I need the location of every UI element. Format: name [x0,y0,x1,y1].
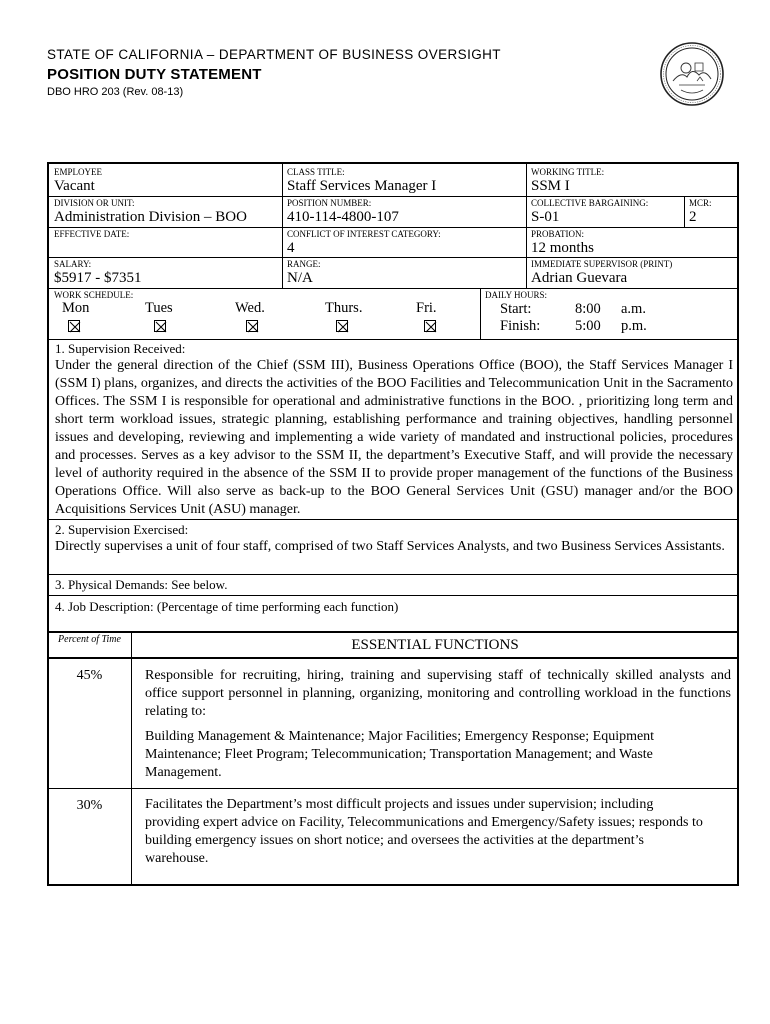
day-tues-label: Tues [145,300,173,316]
finish-ampm: p.m. [621,318,647,334]
employee-value: Vacant [54,178,95,194]
function-row-description: Responsible for recruiting, hiring, training and supervising staff of technically skilled analysts and office support personnel in planning, organizing, monitoring and controlling workload in the functions relating to: [145,668,731,719]
section-supervision-received-heading: 1. Supervision Received: [55,341,186,356]
function-row-percent: 45% [76,668,103,683]
day-tues-checkbox[interactable] [154,320,166,332]
employee-label: EMPLOYEE [54,167,102,177]
probation-label: PROBATION: [531,229,585,239]
grid-line [684,196,685,227]
grid-line [48,257,738,258]
start-ampm: a.m. [621,301,646,317]
class-title-value: Staff Services Manager I [287,178,437,194]
working-title-value: SSM I [531,178,570,194]
grid-line [48,227,738,228]
grid-line [131,632,132,885]
start-label: Start: [500,301,532,317]
checkmark-x-icon [155,321,167,333]
grid-line [48,595,738,596]
position-number-label: POSITION NUMBER: [287,198,372,208]
grid-line [48,339,738,340]
function-row-detail: Building Management & Maintenance; Major Facilities; Emergency Response; Equipment Maintenance; Fleet Program; Telecommunication; Transportation Management; and Waste Management. [145,729,655,780]
section-job-description-heading: 4. Job Description: (Percentage of time performing each function) [55,599,399,614]
grid-line [48,519,738,520]
day-thurs-checkbox[interactable] [336,320,348,332]
probation-value: 12 months [531,240,594,256]
section-supervision-exercised-heading: 2. Supervision Exercised: [55,522,189,537]
day-thurs-label: Thurs. [325,300,363,316]
grid-line [48,574,738,575]
grid-line [282,163,283,288]
section-supervision-exercised-text: Directly supervises a unit of four staff, comprised of two Staff Services Analysts, and two Business Services Assistants. [55,539,725,554]
conflict-category-value: 4 [287,240,295,256]
supervisor-label: IMMEDIATE SUPERVISOR (PRINT) [531,259,673,269]
agency-heading: STATE OF CALIFORNIA – DEPARTMENT OF BUSINESS OVERSIGHT [47,47,501,62]
function-row-percent: 30% [76,798,103,813]
division-label: DIVISION OR UNIT: [54,198,135,208]
salary-label: SALARY: [54,259,92,269]
grid-line [48,657,738,659]
position-number-value: 410-114-4800-107 [287,209,399,225]
checkmark-x-icon [69,321,81,333]
collective-bargaining-value: S-01 [531,209,560,225]
grid-line [526,163,527,288]
start-time: 8:00 [575,301,601,317]
section-physical-demands-heading: 3. Physical Demands: See below. [55,577,228,592]
conflict-category-label: CONFLICT OF INTEREST CATEGORY: [287,229,441,239]
collective-bargaining-label: COLLECTIVE BARGAINING: [531,198,649,208]
day-mon-label: Mon [62,300,90,316]
mcr-value: 2 [689,209,697,225]
working-title-label: WORKING TITLE: [531,167,605,177]
finish-time: 5:00 [575,318,601,334]
checkmark-x-icon [337,321,349,333]
grid-line [480,288,481,339]
day-wed-label: Wed. [235,300,265,316]
work-schedule-label: WORK SCHEDULE: [54,290,134,300]
form-number: DBO HRO 203 (Rev. 08-13) [47,86,184,98]
grid-line [48,788,738,789]
grid-line [48,288,738,289]
functions-column-header: ESSENTIAL FUNCTIONS [351,637,519,653]
day-fri-checkbox[interactable] [424,320,436,332]
effective-date-label: EFFECTIVE DATE: [54,229,130,239]
day-wed-checkbox[interactable] [246,320,258,332]
grid-line [48,631,738,633]
function-row-description: Facilitates the Department’s most difficult projects and issues under supervision; including providing expert advice on Facility, Telecommunications and Emergency/Safety issues; responds to building emergency issues on short notice; and oversees the activities at the department’s warehouse. [145,797,703,866]
section-supervision-received-text: Under the general direction of the Chief (SSM III), Business Operations Office (BOO), the Staff Services Manager I (SSM I) plans, organizes, and directs the activities of the BOO Facilities and Telecommunication Unit in the Sacramento Offices. The SSM I is responsible for operational and administrative functions in the BOO. , prioritizing long term and short term workload issues, strategic planning, establishing performance and training objectives, handling personnel issues and developing, reviewing and implementing a wide variety of mandated and instructional policies, procedures and processes. Serves as a key advisor to the SSM II, the department’s Executive Staff, and will provide the necessary level of authority required in the absence of the SSM II to provide proper management of the functions of the Business Operations Office. Will also serve as back-up to the BOO General Services Unit (GSU) manager and/or the BOO Acquisitions Services Unit (ASU) manager. [55,358,733,517]
checkmark-x-icon [247,321,259,333]
mcr-label: MCR: [689,198,712,208]
salary-value: $5917 - $7351 [54,270,142,286]
day-fri-label: Fri. [416,300,437,316]
range-label: RANGE: [287,259,321,269]
daily-hours-label: DAILY HOURS: [485,290,548,300]
division-value: Administration Division – BOO [54,209,247,225]
document-title: POSITION DUTY STATEMENT [47,66,262,83]
range-value: N/A [287,270,313,286]
class-title-label: CLASS TITLE: [287,167,345,177]
supervisor-value: Adrian Guevara [531,270,628,286]
finish-label: Finish: [500,318,541,334]
state-seal-icon [659,41,725,107]
percent-column-header: Percent of Time [58,634,121,645]
day-mon-checkbox[interactable] [68,320,80,332]
checkmark-x-icon [425,321,437,333]
grid-line [48,196,738,197]
